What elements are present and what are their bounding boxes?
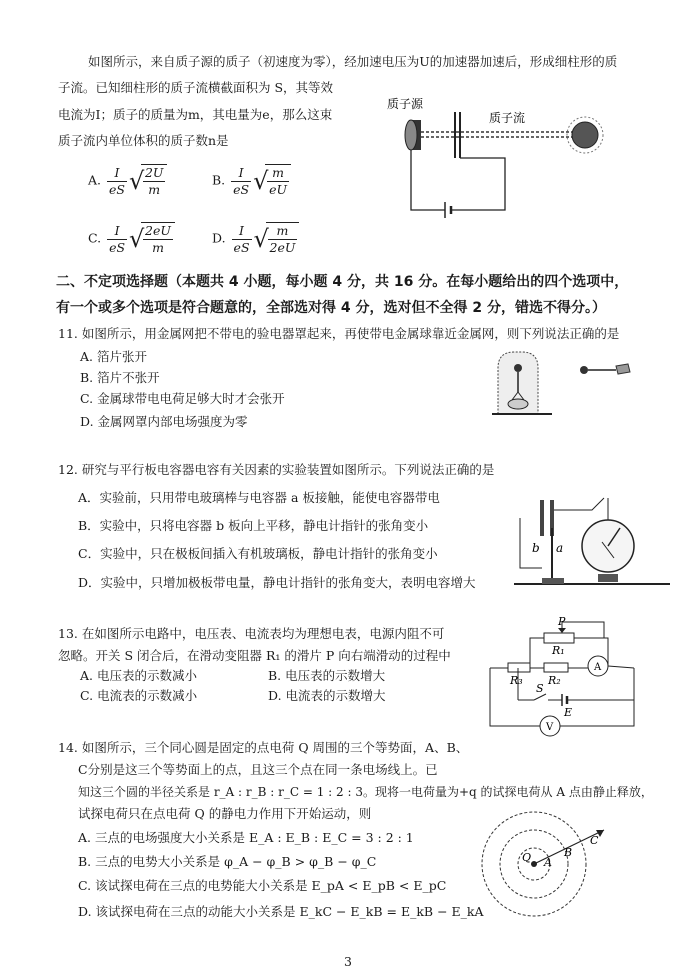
q12-plate-b: [540, 500, 544, 536]
q11-option-d: D. 金属网罩内部电场强度为零: [80, 414, 248, 429]
q13-label-e: E: [564, 706, 573, 719]
q11-option-c: C. 金属球带电电荷足够大时才会张开: [80, 391, 285, 406]
q13-stem-line1: 13. 在如图所示电路中，电压表、电流表均为理想电表，电源内阻不可: [58, 626, 445, 641]
q12-option-a: A．实验前，只用带电玻璃棒与电容器 a 板接触，能使电容器带电: [78, 490, 440, 505]
section2-title-line2: 有一个或多个选项是符合题意的，全部选对得 4 分，选对但不全得 2 分，错选不得分。）: [56, 300, 606, 316]
q12-stem: 12. 研究与平行板电容器电容有关因素的实验装置如图所示。下列说法正确的是: [58, 462, 495, 477]
q13-resistor-r3: [508, 663, 530, 672]
q13-label-r1: R₁: [552, 644, 565, 657]
q14-stem-line1: 14. 如图所示，三个同心圆是固定的点电荷 Q 周围的三个等势面，A、B、: [58, 740, 469, 755]
q13-label-p: P: [558, 615, 566, 628]
q13-label-r3: R₃: [510, 674, 523, 687]
q11-stem: 11. 如图所示，用金属网把不带电的验电器罩起来，再使带电金属球靠近金属网，则下列说法正确的是: [58, 326, 620, 341]
q14-option-b: B. 三点的电势大小关系是 φ_A − φ_B > φ_B − φ_C: [78, 854, 377, 869]
q14-equipotential-figure: [468, 806, 628, 924]
q13-resistor-r2: [544, 663, 568, 672]
q14-option-c: C. 该试探电荷在三点的电势能大小关系是 E_pA < E_pB < E_pC: [78, 878, 447, 893]
q14-stem-line3: 知这三个圆的半径关系是 r_A : r_B : r_C = 1 : 2 : 3。现将一电荷量为+q 的试探电荷从 A 点由静止释放，: [78, 785, 653, 799]
q10-option-c: C. $\frac{I}{eS}$ √ $\frac{2eU}{m}$: [88, 222, 175, 266]
q10-label-stream: 质子流: [489, 111, 526, 125]
q10-label-source: 质子源: [387, 97, 424, 111]
q13-label-r2: R₂: [548, 674, 561, 687]
q14-option-a: A. 三点的电场强度大小关系是 E_A : E_B : E_C = 3 : 2 : 1: [78, 830, 414, 845]
q11-option-a: A. 箔片张开: [80, 349, 147, 364]
q13-label-voltmeter: V: [546, 722, 554, 733]
q14-stem-line4: 试探电荷只在点电荷 Q 的静电力作用下开始运动，则: [78, 806, 372, 821]
q12-option-c: C．实验中，只在极板间插入有机玻璃板，静电计指针的张角变小: [78, 546, 438, 561]
q12-option-d: D．实验中，只增加极板带电量，静电计指针的张角变大，表明电容增大: [78, 575, 476, 590]
q13-option-d: D. 电流表的示数增大: [268, 688, 386, 703]
q10-option-a: A. $\frac{I}{eS}$ √ $\frac{2U}{m}$: [88, 164, 167, 208]
q11-electroscope-figure: [488, 348, 638, 420]
q12-label-b: b: [532, 541, 540, 555]
q13-option-a: A. 电压表的示数减小: [80, 668, 197, 683]
q14-stem-line2: C分别是这三个等势面上的点，且这三个点在同一条电场线上。已: [78, 762, 438, 777]
q13-rheostat-r1: [544, 633, 574, 643]
q10-proton-figure: [385, 92, 645, 227]
q10-option-d: D. $\frac{I}{eS}$ √ $\frac{m}{2eU}$: [212, 222, 299, 266]
q13-circuit-figure: [484, 612, 644, 746]
page-number: 3: [344, 954, 352, 969]
q10-target: [572, 122, 598, 148]
q13-option-c: C. 电流表的示数减小: [80, 688, 198, 703]
q11-option-b: B. 箔片不张开: [80, 370, 160, 385]
q12-label-a: a: [556, 541, 564, 555]
q14-label-c: C: [590, 834, 599, 847]
q10-option-b: B. $\frac{I}{eS}$ √ $\frac{m}{eU}$: [212, 164, 291, 208]
q12-option-b: B．实验中，只将电容器 b 板向上平移，静电计指针的张角变小: [78, 518, 429, 533]
q13-label-ammeter: A: [594, 662, 602, 673]
section2-title-line1: 二、不定项选择题（本题共 4 小题，每小题 4 分，共 16 分。在每小题给出的四个选项中，: [56, 274, 629, 290]
q14-option-d: D. 该试探电荷在三点的动能大小关系是 E_kC − E_kB = E_kB − E_kA: [78, 904, 484, 919]
q10-stem-line1: 如图所示，来自质子源的质子（初速度为零），经加速电压为U的加速器加速后，形成细柱形的质: [88, 54, 618, 69]
q14-label-q: Q: [522, 851, 532, 864]
q14-label-b: B: [564, 846, 573, 859]
q14-label-a: A: [544, 856, 552, 869]
q10-stem-line2: 子流。已知细柱形的质子流横截面积为 S，其等效: [58, 80, 334, 95]
q13-stem-line2: 忽略。开关 S 闭合后，在滑动变阻器 R₁ 的滑片 P 向右端滑动的过程中: [58, 648, 451, 663]
q13-label-s: S: [536, 682, 544, 695]
q13-option-b: B. 电压表的示数增大: [268, 668, 386, 683]
q12-capacitor-figure: [512, 488, 672, 592]
q10-stem-line4: 质子流内单位体积的质子数n是: [58, 133, 229, 148]
q10-stem-line3: 电流为I；质子的质量为m，其电量为e，那么这束: [58, 107, 333, 122]
q11-charged-ball: [580, 366, 588, 374]
